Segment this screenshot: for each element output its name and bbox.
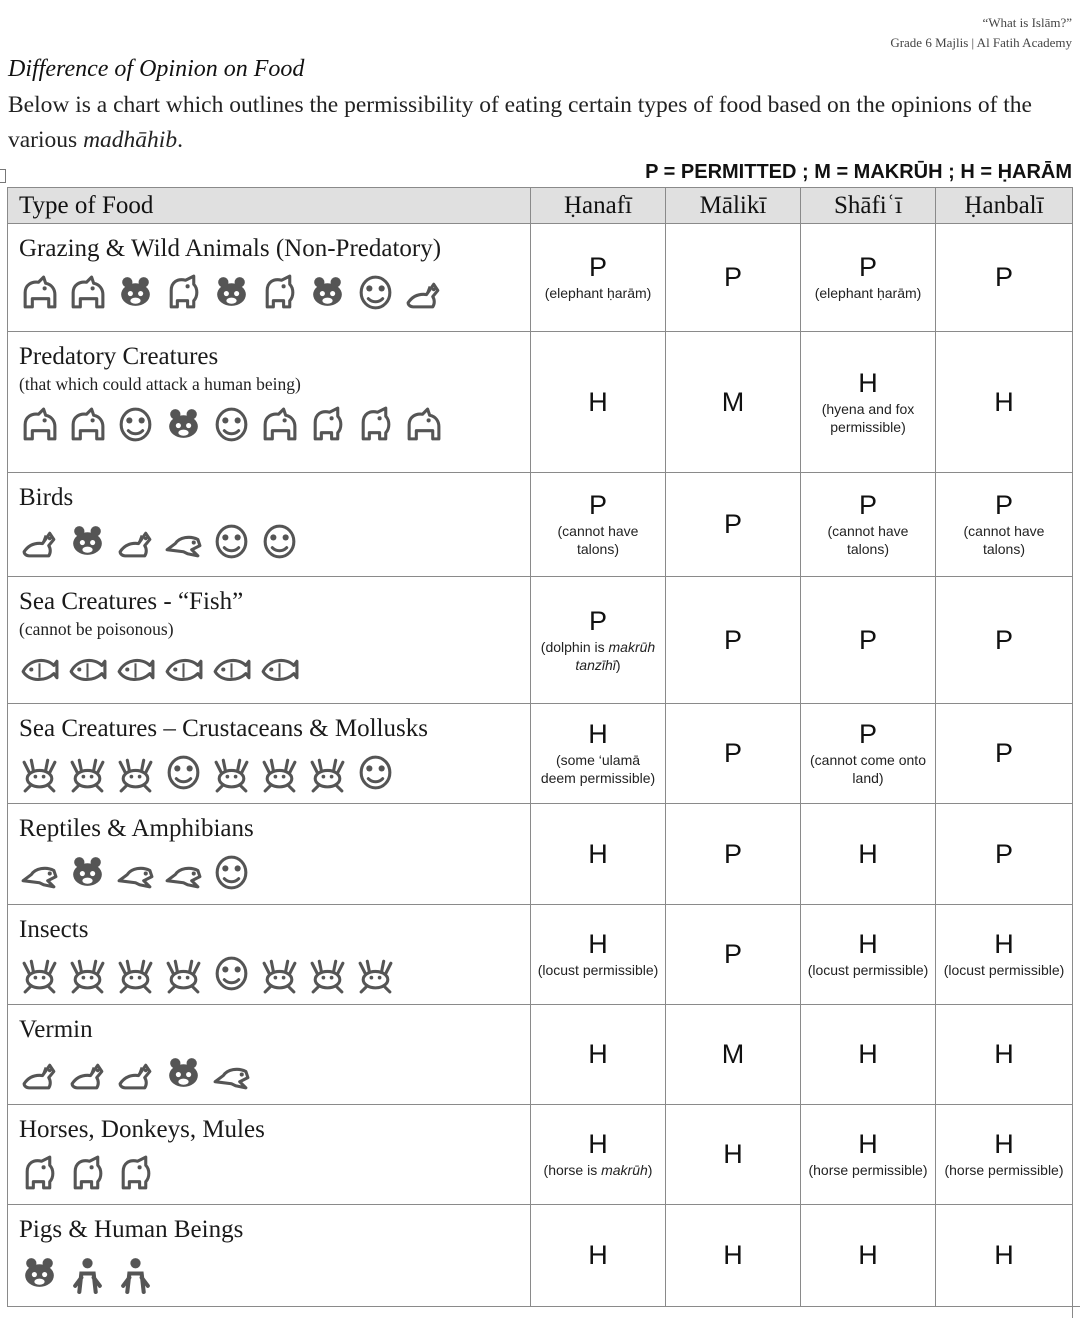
opinion-cell-shafii xyxy=(801,1205,936,1307)
ruling-value: P xyxy=(994,624,1013,655)
rabbit-icon xyxy=(403,272,444,313)
food-type-cell xyxy=(8,577,531,704)
animal-icons xyxy=(19,1053,530,1094)
ruling-value: H xyxy=(723,1240,743,1270)
intro-paragraph xyxy=(8,88,1076,158)
deer-icon xyxy=(259,272,300,313)
food-type-cell xyxy=(8,704,531,804)
opinion-cell-hanafi xyxy=(531,332,666,473)
leopard-icon xyxy=(67,404,108,445)
elephant-icon xyxy=(307,272,348,313)
opinion-cell-hanbali xyxy=(936,1205,1073,1307)
hatching-chick-icon xyxy=(259,521,300,562)
goat-icon xyxy=(163,272,204,313)
opinion-cell-hanbali xyxy=(936,577,1073,704)
table-row xyxy=(8,1105,1073,1205)
table-header-row xyxy=(8,188,1073,224)
monkey-icon xyxy=(211,404,252,445)
ruling-value: P xyxy=(994,490,1013,520)
tiger-icon xyxy=(19,404,60,445)
pig-icon xyxy=(19,1253,60,1294)
animal-icons xyxy=(19,404,530,445)
food-type-cell xyxy=(8,905,531,1005)
food-type-cell xyxy=(8,1005,531,1105)
header-hanbali: Ḥanbalī xyxy=(936,188,1073,224)
opinion-cell-shafii xyxy=(801,577,936,704)
ruling-note: (horse permissible) xyxy=(944,1162,1064,1178)
food-type-note: (that which could attack a human being) xyxy=(19,374,301,394)
food-type-cell xyxy=(8,224,531,332)
ruling-value: H xyxy=(588,1240,608,1270)
lobster-icon xyxy=(67,752,108,793)
ruling-value: P xyxy=(723,262,742,292)
owl-icon xyxy=(211,521,252,562)
ruling-value: H xyxy=(588,838,608,869)
ruling-value: P xyxy=(588,490,607,520)
opinion-cell-shafii xyxy=(801,1105,936,1205)
bat-icon xyxy=(211,1053,252,1094)
opinion-cell-maliki xyxy=(666,905,801,1005)
opinion-cell-hanafi xyxy=(531,905,666,1005)
ruling-value: P xyxy=(588,605,607,636)
dolphin-icon xyxy=(163,649,204,690)
opinion-cell-maliki xyxy=(666,577,801,704)
ruling-note-term: makrūh tanzīhī xyxy=(575,638,656,673)
donkey-icon xyxy=(67,1153,108,1194)
ruling-value: H xyxy=(858,838,878,869)
intro-end: . xyxy=(177,127,183,153)
fly-icon xyxy=(19,953,60,994)
horse-icon xyxy=(19,1153,60,1194)
food-type-cell xyxy=(8,1105,531,1205)
person-2-icon xyxy=(115,1253,156,1294)
cow-icon xyxy=(115,272,156,313)
ruling-note: (dolphin is makrūh tanzīhī) xyxy=(540,638,656,673)
opinion-cell-shafii xyxy=(801,1005,936,1105)
squid-2-icon xyxy=(307,752,348,793)
opinion-cell-maliki xyxy=(666,1005,801,1105)
table-row xyxy=(8,704,1073,804)
turtle-icon xyxy=(67,852,108,893)
ant-icon xyxy=(259,953,300,994)
animal-icons xyxy=(19,649,530,690)
tropical-fish-icon xyxy=(19,649,60,690)
table-row xyxy=(8,224,1073,332)
caterpillar-icon xyxy=(115,953,156,994)
water-buffalo-icon xyxy=(67,272,108,313)
fish-icon xyxy=(67,649,108,690)
ruling-value: P xyxy=(723,738,742,768)
eagle-icon xyxy=(163,521,204,562)
butterfly-icon xyxy=(163,953,204,994)
ruling-value: H xyxy=(994,1039,1014,1069)
food-type-cell xyxy=(8,1205,531,1307)
legend-line: P = PERMITTED ; M = MAKRŪH ; H = ḤARĀM xyxy=(645,161,1072,183)
opinion-cell-maliki xyxy=(666,224,801,332)
animal-icons xyxy=(19,521,530,562)
food-type-name: Reptiles & Amphibians xyxy=(19,815,254,842)
spider-icon xyxy=(355,953,396,994)
opinion-cell-maliki xyxy=(666,1105,801,1205)
food-type-note: (cannot be poisonous) xyxy=(19,619,174,639)
turkey-icon xyxy=(67,521,108,562)
opinion-cell-hanafi xyxy=(531,704,666,804)
snake-icon xyxy=(163,852,204,893)
header-type-of-food: Type of Food xyxy=(8,188,531,224)
opinion-cell-hanbali xyxy=(936,332,1073,473)
header-hanafi: Ḥanafī xyxy=(531,188,666,224)
ruling-note: (locust permissible) xyxy=(943,962,1065,978)
ruling-value: H xyxy=(588,386,608,417)
table-row xyxy=(8,905,1073,1005)
gorilla-icon xyxy=(163,404,204,445)
ruling-note: (locust permissible) xyxy=(807,962,929,978)
opinion-cell-shafii xyxy=(801,473,936,577)
opinion-cell-maliki xyxy=(666,1205,801,1307)
food-type-cell xyxy=(8,473,531,577)
hedgehog-icon xyxy=(163,1053,204,1094)
food-type-name: Sea Creatures - “Fish” xyxy=(19,588,244,615)
ruling-note-term: makrūh xyxy=(601,1162,648,1178)
ruling-note: (cannot come onto land) xyxy=(810,752,926,786)
document-subtitle-line: Grade 6 Majlis | Al Fatih Academy xyxy=(890,35,1072,50)
animal-icons xyxy=(19,953,530,994)
opinion-cell-hanafi xyxy=(531,1005,666,1105)
opinion-cell-hanbali xyxy=(936,804,1073,905)
whale-icon xyxy=(211,649,252,690)
opinion-cell-hanafi xyxy=(531,804,666,905)
opinions-table xyxy=(7,187,1073,1307)
ruling-note: (elephant ḥarām) xyxy=(814,285,922,301)
intro-emphasis: madhāhib xyxy=(83,127,178,153)
ruling-note: (cannot have talons) xyxy=(963,523,1045,557)
opinion-cell-hanbali xyxy=(936,704,1073,804)
mouse-icon xyxy=(67,1053,108,1094)
ruling-note: (elephant ḥarām) xyxy=(544,285,652,301)
rat-icon xyxy=(19,1053,60,1094)
table-row xyxy=(8,473,1073,577)
lizard-icon xyxy=(115,852,156,893)
unicorn-icon xyxy=(115,1153,156,1194)
opinion-cell-hanbali xyxy=(936,1005,1073,1105)
ruling-note: (cannot have talons) xyxy=(557,523,639,557)
table-body xyxy=(8,224,1073,1307)
document-title-line: “What is Islām?” xyxy=(982,15,1072,30)
table-row xyxy=(8,1205,1073,1307)
ruling-value: P xyxy=(858,624,877,655)
opinion-cell-hanbali xyxy=(936,224,1073,332)
opinion-cell-shafii xyxy=(801,905,936,1005)
opinion-cell-hanbali xyxy=(936,473,1073,577)
ruling-value: P xyxy=(723,838,742,869)
opinion-cell-shafii xyxy=(801,224,936,332)
shark-icon xyxy=(115,649,156,690)
ruling-value: H xyxy=(994,929,1014,959)
opinion-cell-hanafi xyxy=(531,224,666,332)
opinion-cell-maliki xyxy=(666,704,801,804)
food-type-name: Predatory Creatures xyxy=(19,343,219,370)
dog-icon xyxy=(307,404,348,445)
opinion-cell-hanafi xyxy=(531,1205,666,1307)
paragraph-marker xyxy=(0,169,6,183)
food-type-cell xyxy=(8,332,531,473)
ruling-value: H xyxy=(588,929,608,959)
food-type-cell xyxy=(8,804,531,905)
ruling-value: H xyxy=(588,1129,608,1159)
camel-icon xyxy=(19,272,60,313)
ruling-value: H xyxy=(588,1039,608,1069)
ruling-value: H xyxy=(858,1129,878,1159)
opinion-cell-hanbali xyxy=(936,905,1073,1005)
lion-icon xyxy=(259,404,300,445)
animal-icons xyxy=(19,272,530,313)
hyena-icon xyxy=(403,404,444,445)
octopus-icon xyxy=(211,752,252,793)
ruling-value: M xyxy=(721,1039,745,1069)
dog-face-icon xyxy=(355,404,396,445)
opinion-cell-hanafi xyxy=(531,577,666,704)
ruling-value: P xyxy=(723,624,742,655)
opinion-cell-hanafi xyxy=(531,473,666,577)
ruling-value: P xyxy=(994,738,1013,768)
ruling-value: H xyxy=(994,386,1014,417)
opinion-cell-hanbali xyxy=(936,1105,1073,1205)
ruling-value: H xyxy=(723,1139,743,1169)
ruling-note: (horse is makrūh) xyxy=(543,1162,653,1178)
sheep-icon xyxy=(211,272,252,313)
opinion-cell-shafii xyxy=(801,332,936,473)
opinion-cell-shafii xyxy=(801,804,936,905)
opinion-cell-hanafi xyxy=(531,1105,666,1205)
table-row xyxy=(8,804,1073,905)
page-heading: Difference of Opinion on Food xyxy=(8,56,305,82)
page-corner-mark xyxy=(1072,1306,1080,1318)
ruling-value: P xyxy=(994,262,1013,292)
person-icon xyxy=(67,1253,108,1294)
squid-icon xyxy=(259,752,300,793)
ruling-value: P xyxy=(858,252,877,282)
crab-icon xyxy=(115,752,156,793)
ruling-value: P xyxy=(723,939,742,969)
opinion-cell-shafii xyxy=(801,704,936,804)
cricket-icon xyxy=(307,953,348,994)
opinion-cell-maliki xyxy=(666,332,801,473)
food-type-name: Sea Creatures – Crustaceans & Mollusks xyxy=(19,715,428,742)
rooster-icon xyxy=(19,521,60,562)
ruling-value: P xyxy=(994,838,1013,869)
ruling-value: H xyxy=(858,929,878,959)
giraffe-icon xyxy=(355,272,396,313)
ruling-note: (cannot have talons) xyxy=(827,523,909,557)
food-type-name: Horses, Donkeys, Mules xyxy=(19,1116,265,1143)
ladybug-icon xyxy=(67,953,108,994)
ruling-value: P xyxy=(858,490,877,520)
ruling-value: H xyxy=(994,1129,1014,1159)
ruling-value: P xyxy=(588,252,607,282)
fox-icon xyxy=(115,404,156,445)
duck-icon xyxy=(115,521,156,562)
food-type-name: Vermin xyxy=(19,1016,93,1043)
animal-icons xyxy=(19,1153,530,1194)
animal-icons xyxy=(19,1253,530,1294)
header-shafii: Shāfiʿī xyxy=(801,188,936,224)
animal-icons xyxy=(19,752,530,793)
ruling-note: (some ‘ulamā deem permissible) xyxy=(540,752,656,786)
shell-icon xyxy=(355,752,396,793)
oyster-icon xyxy=(163,752,204,793)
ruling-note: (horse permissible) xyxy=(808,1162,928,1178)
ruling-value: P xyxy=(858,719,877,749)
ruling-value: H xyxy=(858,1240,878,1270)
intro-text: Below is a chart which outlines the permissibility of eating certain types of food based on the opinions of the various xyxy=(8,92,1032,153)
pufferfish-icon xyxy=(259,649,300,690)
snail-icon xyxy=(211,953,252,994)
ruling-note: (locust permissible) xyxy=(537,962,659,978)
opinion-cell-maliki xyxy=(666,804,801,905)
header-maliki: Mālikī xyxy=(666,188,801,224)
crocodile-icon xyxy=(19,852,60,893)
shrimp-icon xyxy=(19,752,60,793)
ruling-value: H xyxy=(994,1240,1014,1270)
ruling-value: H xyxy=(858,1039,878,1069)
frog-icon xyxy=(211,852,252,893)
ruling-value: H xyxy=(858,367,878,398)
ruling-value: M xyxy=(721,386,745,417)
table-row xyxy=(8,332,1073,473)
ruling-value: H xyxy=(588,719,608,749)
ruling-value: P xyxy=(723,509,742,539)
table-row xyxy=(8,1005,1073,1105)
table-row xyxy=(8,577,1073,704)
opinion-cell-maliki xyxy=(666,473,801,577)
food-type-name: Grazing & Wild Animals (Non-Predatory) xyxy=(19,235,442,262)
food-type-name: Birds xyxy=(19,484,74,511)
animal-icons xyxy=(19,852,530,893)
food-type-name: Pigs & Human Beings xyxy=(19,1216,244,1243)
ruling-note: (hyena and fox permissible) xyxy=(821,400,915,435)
food-type-name: Insects xyxy=(19,916,89,943)
squirrel-icon xyxy=(115,1053,156,1094)
